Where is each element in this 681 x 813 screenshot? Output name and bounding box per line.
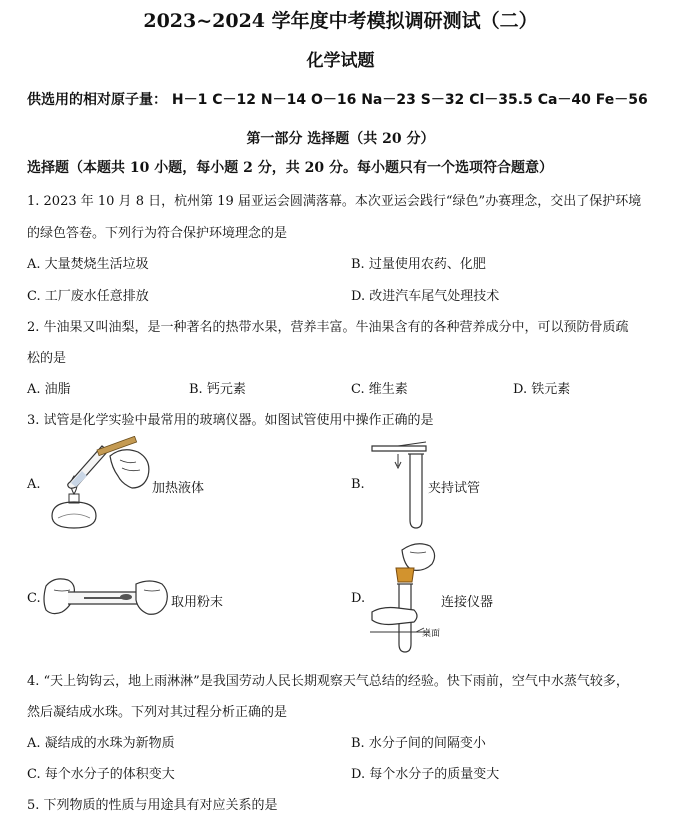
atomic-mass-c: C－12 bbox=[212, 92, 256, 108]
atomic-mass-fe: Fe－56 bbox=[595, 92, 648, 108]
atomic-mass-ca: Ca－40 bbox=[537, 92, 591, 108]
q1-line-1: 1. 2023 年 10 月 8 日，杭州第 19 届亚运会圆满落幕。本次亚运会践行“绿色”办赛理念，交出了保护环境 bbox=[27, 194, 642, 209]
section-title: 第一部分 选择题（共 20 分） bbox=[246, 131, 435, 147]
table-label: 桌面 bbox=[422, 629, 441, 639]
q3-option-b[interactable]: B. bbox=[351, 477, 365, 492]
atomic-mass-n: N－14 bbox=[260, 92, 307, 108]
q4-option-b[interactable]: B. 水分子间的间隔变小 bbox=[351, 736, 486, 751]
atomic-mass-cl: Cl－35.5 bbox=[469, 92, 533, 108]
q3-option-a[interactable]: A. bbox=[27, 477, 41, 492]
q4-line-2: 然后凝结成水珠。下列对其过程分析正确的是 bbox=[27, 705, 288, 720]
q4-option-c[interactable]: C. 每个水分子的体积变大 bbox=[27, 767, 175, 782]
q2-option-c[interactable]: C. 维生素 bbox=[351, 382, 408, 397]
q1-option-b[interactable]: B. 过量使用农药、化肥 bbox=[351, 257, 486, 272]
q5-line-1: 5. 下列物质的性质与用途具有对应关系的是 bbox=[27, 798, 278, 813]
heating-liquid-figure bbox=[42, 436, 154, 532]
q3-option-d[interactable]: D. bbox=[351, 591, 366, 606]
q1-option-c[interactable]: C. 工厂废水任意排放 bbox=[27, 289, 149, 304]
q3-option-c[interactable]: C. bbox=[27, 591, 41, 606]
q3-line-1: 3. 试管是化学实验中最常用的玻璃仪器。如图试管使用中操作正确的是 bbox=[27, 413, 434, 428]
atomic-mass-o: O－16 bbox=[310, 92, 357, 108]
q2-option-a[interactable]: A. 油脂 bbox=[27, 382, 71, 397]
q4-line-1: 4. “天上钩钩云，地上雨淋淋”是我国劳动人民长期观察天气总结的经验。快下雨前，空气中水蒸气较多， bbox=[27, 674, 629, 689]
atomic-mass-na: Na－23 bbox=[361, 92, 416, 108]
section-instruction: 选择题（本题共 10 小题，每小题 2 分，共 20 分。每小题只有一个选项符合题意） bbox=[27, 160, 553, 176]
q3-caption-b: 夹持试管 bbox=[428, 481, 481, 496]
exam-title: 2023~2024 学年度中考模拟调研测试（二） bbox=[143, 10, 538, 32]
q2-option-b[interactable]: B. 钙元素 bbox=[189, 382, 246, 397]
q1-option-a[interactable]: A. 大量焚烧生活垃圾 bbox=[27, 257, 149, 272]
holding-tube-figure bbox=[368, 440, 430, 530]
atomic-mass-h: H－1 bbox=[171, 92, 208, 108]
q2-line-2: 松的是 bbox=[27, 351, 67, 366]
q3-caption-c: 取用粉末 bbox=[171, 595, 224, 610]
q2-option-d[interactable]: D. 铁元素 bbox=[513, 382, 571, 397]
q4-option-d[interactable]: D. 每个水分子的质量变大 bbox=[351, 767, 500, 782]
atomic-mass-s: S－32 bbox=[420, 92, 465, 108]
exam-subtitle: 化学试题 bbox=[306, 51, 375, 71]
q3-caption-d: 连接仪器 bbox=[441, 595, 494, 610]
q1-line-2: 的绿色答卷。下列行为符合保护环境理念的是 bbox=[27, 226, 288, 241]
q2-line-1: 2. 牛油果又叫油梨，是一种著名的热带水果，营养丰富。牛油果含有的各种营养成分中，可以预防骨质疏 bbox=[27, 320, 629, 335]
q3-caption-a: 加热液体 bbox=[152, 481, 205, 496]
atomic-mass-label: 供选用的相对原子量： bbox=[27, 92, 167, 108]
q1-option-d[interactable]: D. 改进汽车尾气处理技术 bbox=[351, 289, 500, 304]
atomic-mass-row bbox=[27, 89, 648, 109]
powder-figure bbox=[40, 570, 170, 628]
q4-option-a[interactable]: A. 凝结成的水珠为新物质 bbox=[27, 736, 175, 751]
